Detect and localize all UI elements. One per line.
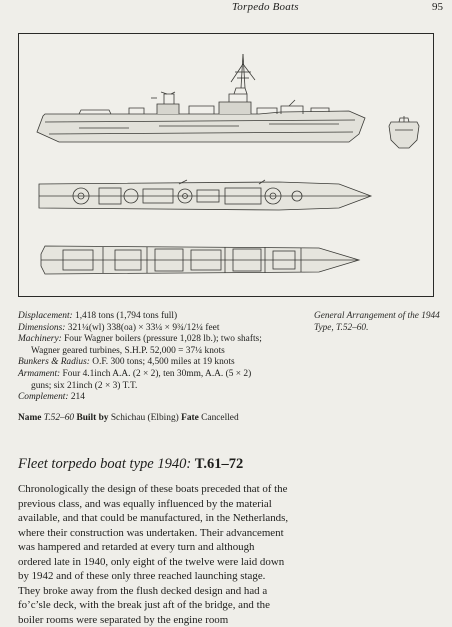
spec-displacement: Displacement: 1,418 tons (1,794 tons full) <box>18 311 318 323</box>
spec-bunkers-radius: Bunkers & Radius: O.F. 300 tons; 4,500 miles at 19 knots <box>18 357 318 369</box>
body-line: available, and that could be manufactured, in the Netherlands, <box>18 511 436 526</box>
lower-deck-view <box>41 246 359 274</box>
body-line: was hampered and retarded at every turn and although <box>18 540 436 555</box>
body-line: They broke away from the flush decked design and had a <box>18 584 436 599</box>
body-line: where their construction was undertaken. Their advancement <box>18 526 436 541</box>
section-heading: Fleet torpedo boat type 1940: T.61–72 <box>18 456 243 473</box>
body-line: boiler rooms were separated by the engine room <box>18 613 436 627</box>
name-value: T.52–60 <box>44 413 74 423</box>
deck-plan-view <box>39 180 371 210</box>
running-title: Torpedo Boats <box>232 1 299 13</box>
built-value: Schichau (Elbing) <box>111 413 179 423</box>
ship-drawing-svg <box>19 34 435 298</box>
section-view <box>389 116 419 148</box>
spec-dimensions: Dimensions: 321¼(wl) 338(oa) × 33¼ × 9¾/12¼ feet <box>18 323 318 335</box>
built-label: Built by <box>76 413 108 423</box>
body-line: fo’c’sle deck, with the break just aft of the bridge, and the <box>18 598 436 613</box>
spec-armament: Armament: Four 4.1inch A.A. (2 × 2), ten 30mm, A.A. (5 × 2) <box>18 369 318 381</box>
body-line: by 1942 and of these only three reached launching stage. <box>18 569 436 584</box>
spec-armament-cont: guns; six 21inch (2 × 3) T.T. <box>18 381 318 393</box>
spec-complement: Complement: 214 <box>18 392 318 404</box>
name-built-fate-line <box>18 413 239 423</box>
specification-list <box>18 311 318 404</box>
body-line: Chronologically the design of these boats preceded that of the <box>18 482 436 497</box>
page-header <box>0 0 452 16</box>
body-paragraph <box>18 482 436 627</box>
body-line: ordered late in 1940, only eight of the twelve were laid down <box>18 555 436 570</box>
spec-machinery: Machinery: Four Wagner boilers (pressure 1,028 lb.); two shafts; <box>18 334 318 346</box>
spec-machinery-cont: Wagner geared turbines, S.H.P. 52,000 = 37¼ knots <box>18 346 318 358</box>
fate-value: Cancelled <box>201 413 238 423</box>
body-line: previous class, and was equally influenced by the material <box>18 497 436 512</box>
figure-caption: General Arrangement of the 1944 Type, T.52–60. <box>314 311 440 334</box>
fate-label: Fate <box>181 413 199 423</box>
name-label: Name <box>18 413 41 423</box>
profile-view <box>37 54 365 142</box>
page-number: 95 <box>432 1 443 13</box>
ship-general-arrangement-drawing <box>18 33 434 297</box>
